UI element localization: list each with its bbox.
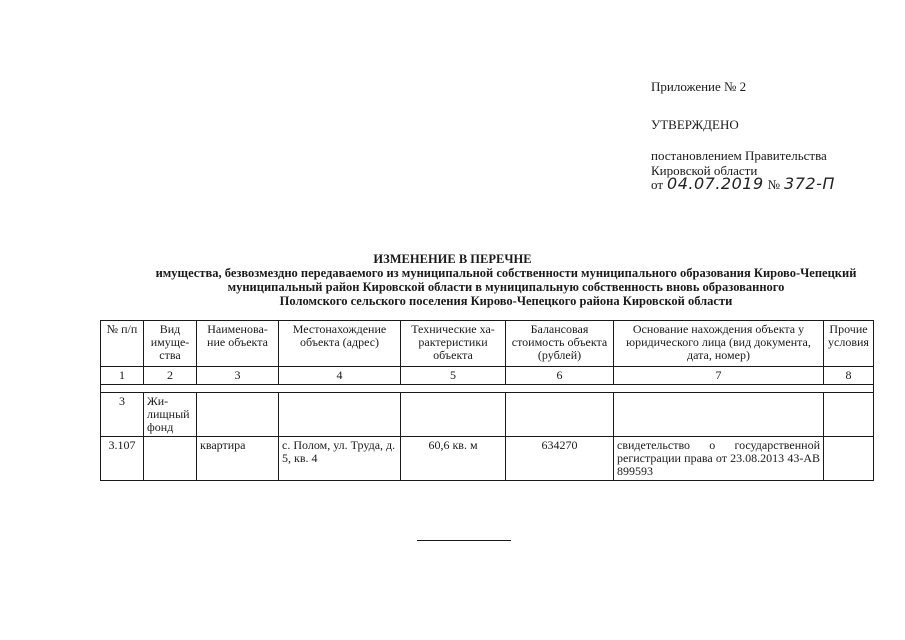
spacer-row <box>101 385 874 393</box>
table-row <box>101 437 874 481</box>
cell-book-value: 634270 <box>506 437 614 481</box>
handwritten-date: 04.07.2019 <box>667 174 764 193</box>
cell-tech-specs: 60,6 кв. м <box>401 437 506 481</box>
number-label: № <box>767 177 781 192</box>
column-number: 8 <box>824 367 874 385</box>
header-property-type: Вид имуще-ства <box>144 321 197 367</box>
cell-object-name: квартира <box>197 437 279 481</box>
document-subtitle-line-3: Поломского сельского поселения Кирово-Чепецкого района Кировской области <box>279 294 733 308</box>
column-number: 2 <box>144 367 197 385</box>
cell-tech-specs <box>401 393 506 437</box>
decree-line-2: Кировской области <box>651 163 758 178</box>
cell-other-conditions <box>824 393 874 437</box>
spacer-cell <box>101 385 874 393</box>
header-address: Местонахождение объекта (адрес) <box>279 321 401 367</box>
cell-other-conditions <box>824 437 874 481</box>
column-number: 6 <box>506 367 614 385</box>
table-row <box>101 393 874 437</box>
header-object-name: Наименова-ние объекта <box>197 321 279 367</box>
header-basis: Основание нахождения объекта у юридического лица (вид документа, дата, номер) <box>614 321 824 367</box>
approved-label: УТВЕРЖДЕНО <box>651 117 739 132</box>
closing-separator-line <box>417 540 511 541</box>
column-number: 1 <box>101 367 144 385</box>
header-tech-specs: Технические ха-рактеристики объекта <box>401 321 506 367</box>
column-number: 4 <box>279 367 401 385</box>
decree-line-1: постановлением Правительства <box>651 148 827 163</box>
cell-address: с. Полом, ул. Труда, д. 5, кв. 4 <box>279 437 401 481</box>
header-other-conditions: Прочие условия <box>824 321 874 367</box>
cell-basis: свидетельство о государственной регистрации права от 23.08.2013 43-АВ 899593 <box>614 437 824 481</box>
document-subtitle-line-2: муниципальный район Кировской области в муниципальную собственность вновь образованного <box>227 280 785 294</box>
cell-number: 3 <box>101 393 144 437</box>
column-number-row <box>101 367 874 385</box>
cell-address <box>279 393 401 437</box>
cell-property-type: Жи-лищный фонд <box>144 393 197 437</box>
header-row <box>101 321 874 367</box>
cell-object-name <box>197 393 279 437</box>
cell-property-type <box>144 437 197 481</box>
column-number: 7 <box>614 367 824 385</box>
from-label: от <box>651 177 664 192</box>
header-number: № п/п <box>101 321 144 367</box>
document-title: ИЗМЕНЕНИЕ В ПЕРЕЧНЕ <box>373 252 532 266</box>
column-number: 3 <box>197 367 279 385</box>
decree-date-line <box>651 174 835 194</box>
property-table <box>100 320 874 481</box>
cell-book-value <box>506 393 614 437</box>
document-subtitle-line-1: имущества, безвозмездно передаваемого из муниципальной собственности муниципального образования Кирово-Чепецкий <box>155 266 857 280</box>
cell-number: 3.107 <box>101 437 144 481</box>
appendix-label: Приложение № 2 <box>651 79 747 94</box>
header-book-value: Балансовая стоимость объекта (рублей) <box>506 321 614 367</box>
handwritten-number: 372-П <box>784 174 835 193</box>
column-number: 5 <box>401 367 506 385</box>
cell-basis <box>614 393 824 437</box>
